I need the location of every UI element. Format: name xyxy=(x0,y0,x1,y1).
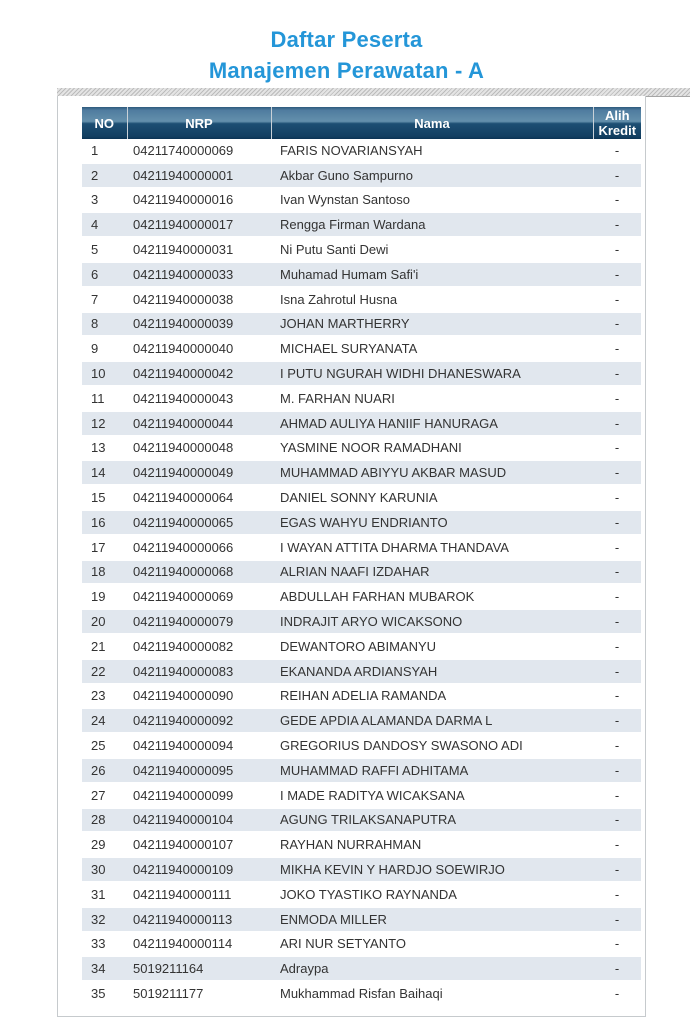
table-row xyxy=(82,956,641,981)
nrp-cell: 04211940000049 xyxy=(127,460,271,485)
name-cell: RAYHAN NURRAHMAN xyxy=(271,832,593,857)
table-row xyxy=(82,212,641,237)
row-number-cell: 7 xyxy=(82,287,127,312)
alih-kredit-cell: - xyxy=(593,287,641,312)
alih-kredit-cell: - xyxy=(593,783,641,808)
nrp-cell: 04211940000099 xyxy=(127,783,271,808)
table-row xyxy=(82,932,641,957)
table-row xyxy=(82,237,641,262)
name-cell: Isna Zahrotul Husna xyxy=(271,287,593,312)
name-cell: Akbar Guno Sampurno xyxy=(271,163,593,188)
nrp-cell: 04211940000082 xyxy=(127,634,271,659)
table-row xyxy=(82,163,641,188)
name-cell: Ivan Wynstan Santoso xyxy=(271,188,593,213)
table-row xyxy=(82,535,641,560)
table-row xyxy=(82,981,641,1006)
table-header-row xyxy=(82,107,641,139)
row-number-cell: 31 xyxy=(82,882,127,907)
name-cell: MICHAEL SURYANATA xyxy=(271,336,593,361)
page-title-line1: Daftar Peserta xyxy=(270,27,423,52)
table-row xyxy=(82,609,641,634)
participants-table xyxy=(82,107,641,1007)
nrp-cell: 04211940000095 xyxy=(127,758,271,783)
table-panel xyxy=(57,96,646,1017)
row-number-cell: 18 xyxy=(82,560,127,585)
table-row xyxy=(82,386,641,411)
name-cell: ARI NUR SETYANTO xyxy=(271,932,593,957)
nrp-cell: 04211940000042 xyxy=(127,361,271,386)
name-cell: AHMAD AULIYA HANIIF HANURAGA xyxy=(271,411,593,436)
name-cell: Adraypa xyxy=(271,956,593,981)
name-cell: M. FARHAN NUARI xyxy=(271,386,593,411)
name-cell: MUHAMMAD RAFFI ADHITAMA xyxy=(271,758,593,783)
row-number-cell: 5 xyxy=(82,237,127,262)
table-row xyxy=(82,659,641,684)
alih-kredit-cell: - xyxy=(593,882,641,907)
table-row xyxy=(82,733,641,758)
alih-kredit-cell: - xyxy=(593,857,641,882)
row-number-cell: 22 xyxy=(82,659,127,684)
row-number-cell: 29 xyxy=(82,832,127,857)
column-header-nama: Nama xyxy=(271,107,593,139)
alih-kredit-cell: - xyxy=(593,139,641,163)
alih-kredit-cell: - xyxy=(593,832,641,857)
page-title-line2: Manajemen Perawatan - A xyxy=(208,58,485,83)
row-number-cell: 33 xyxy=(82,932,127,957)
row-number-cell: 23 xyxy=(82,684,127,709)
nrp-cell: 04211940000064 xyxy=(127,485,271,510)
row-number-cell: 2 xyxy=(82,163,127,188)
alih-kredit-cell: - xyxy=(593,262,641,287)
table-row xyxy=(82,336,641,361)
row-number-cell: 13 xyxy=(82,436,127,461)
name-cell: GEDE APDIA ALAMANDA DARMA L xyxy=(271,708,593,733)
table-header xyxy=(82,107,641,139)
row-number-cell: 6 xyxy=(82,262,127,287)
nrp-cell: 04211940000048 xyxy=(127,436,271,461)
column-header-no: NO xyxy=(82,107,127,139)
alih-kredit-cell: - xyxy=(593,907,641,932)
row-number-cell: 15 xyxy=(82,485,127,510)
alih-kredit-cell: - xyxy=(593,312,641,337)
name-cell: MIKHA KEVIN Y HARDJO SOEWIRJO xyxy=(271,857,593,882)
name-cell: AGUNG TRILAKSANAPUTRA xyxy=(271,808,593,833)
table-row xyxy=(82,361,641,386)
table-row xyxy=(82,882,641,907)
nrp-cell: 04211940000092 xyxy=(127,708,271,733)
nrp-cell: 5019211164 xyxy=(127,956,271,981)
row-number-cell: 17 xyxy=(82,535,127,560)
table-row xyxy=(82,832,641,857)
nrp-cell: 04211940000031 xyxy=(127,237,271,262)
name-cell: MUHAMMAD ABIYYU AKBAR MASUD xyxy=(271,460,593,485)
nrp-cell: 5019211177 xyxy=(127,981,271,1006)
name-cell: DANIEL SONNY KARUNIA xyxy=(271,485,593,510)
table-row xyxy=(82,436,641,461)
row-number-cell: 21 xyxy=(82,634,127,659)
nrp-cell: 04211940000094 xyxy=(127,733,271,758)
name-cell: Ni Putu Santi Dewi xyxy=(271,237,593,262)
table-row xyxy=(82,808,641,833)
row-number-cell: 28 xyxy=(82,808,127,833)
table-row xyxy=(82,907,641,932)
name-cell: REIHAN ADELIA RAMANDA xyxy=(271,684,593,709)
nrp-cell: 04211940000044 xyxy=(127,411,271,436)
table-row xyxy=(82,411,641,436)
alih-kredit-cell: - xyxy=(593,163,641,188)
table-row xyxy=(82,485,641,510)
alih-kredit-cell: - xyxy=(593,609,641,634)
nrp-cell: 04211940000066 xyxy=(127,535,271,560)
table-row xyxy=(82,510,641,535)
nrp-cell: 04211940000033 xyxy=(127,262,271,287)
nrp-cell: 04211940000114 xyxy=(127,932,271,957)
name-cell: DEWANTORO ABIMANYU xyxy=(271,634,593,659)
name-cell: Mukhammad Risfan Baihaqi xyxy=(271,981,593,1006)
name-cell: ENMODA MILLER xyxy=(271,907,593,932)
alih-kredit-cell: - xyxy=(593,436,641,461)
table-row xyxy=(82,139,641,163)
alih-kredit-cell: - xyxy=(593,733,641,758)
row-number-cell: 8 xyxy=(82,312,127,337)
column-header-alih-kredit: Alih Kredit xyxy=(593,107,641,139)
row-number-cell: 35 xyxy=(82,981,127,1006)
row-number-cell: 24 xyxy=(82,708,127,733)
name-cell: I WAYAN ATTITA DHARMA THANDAVA xyxy=(271,535,593,560)
alih-kredit-cell: - xyxy=(593,336,641,361)
nrp-cell: 04211940000039 xyxy=(127,312,271,337)
name-cell: YASMINE NOOR RAMADHANI xyxy=(271,436,593,461)
nrp-cell: 04211740000069 xyxy=(127,139,271,163)
alih-kredit-cell: - xyxy=(593,411,641,436)
alih-kredit-cell: - xyxy=(593,758,641,783)
name-cell: EKANANDA ARDIANSYAH xyxy=(271,659,593,684)
name-cell: JOHAN MARTHERRY xyxy=(271,312,593,337)
row-number-cell: 1 xyxy=(82,139,127,163)
table-row xyxy=(82,708,641,733)
alih-kredit-cell: - xyxy=(593,659,641,684)
row-number-cell: 34 xyxy=(82,956,127,981)
alih-kredit-cell: - xyxy=(593,808,641,833)
name-cell: JOKO TYASTIKO RAYNANDA xyxy=(271,882,593,907)
nrp-cell: 04211940000079 xyxy=(127,609,271,634)
alih-kredit-cell: - xyxy=(593,981,641,1006)
row-number-cell: 30 xyxy=(82,857,127,882)
row-number-cell: 12 xyxy=(82,411,127,436)
table-row xyxy=(82,857,641,882)
name-cell: FARIS NOVARIANSYAH xyxy=(271,139,593,163)
alih-kredit-cell: - xyxy=(593,535,641,560)
name-cell: EGAS WAHYU ENDRIANTO xyxy=(271,510,593,535)
alih-kredit-cell: - xyxy=(593,634,641,659)
row-number-cell: 25 xyxy=(82,733,127,758)
name-cell: Muhamad Humam Safi'i xyxy=(271,262,593,287)
row-number-cell: 14 xyxy=(82,460,127,485)
name-cell: GREGORIUS DANDOSY SWASONO ADI xyxy=(271,733,593,758)
alih-kredit-cell: - xyxy=(593,212,641,237)
row-number-cell: 16 xyxy=(82,510,127,535)
table-row xyxy=(82,560,641,585)
nrp-cell: 04211940000043 xyxy=(127,386,271,411)
table-row xyxy=(82,758,641,783)
name-cell: INDRAJIT ARYO WICAKSONO xyxy=(271,609,593,634)
alih-kredit-cell: - xyxy=(593,956,641,981)
table-body xyxy=(82,139,641,1006)
nrp-cell: 04211940000109 xyxy=(127,857,271,882)
name-cell: Rengga Firman Wardana xyxy=(271,212,593,237)
nrp-cell: 04211940000111 xyxy=(127,882,271,907)
nrp-cell: 04211940000069 xyxy=(127,584,271,609)
nrp-cell: 04211940000068 xyxy=(127,560,271,585)
alih-kredit-cell: - xyxy=(593,932,641,957)
name-cell: ABDULLAH FARHAN MUBAROK xyxy=(271,584,593,609)
alih-kredit-cell: - xyxy=(593,361,641,386)
row-number-cell: 20 xyxy=(82,609,127,634)
row-number-cell: 26 xyxy=(82,758,127,783)
row-number-cell: 27 xyxy=(82,783,127,808)
alih-kredit-cell: - xyxy=(593,560,641,585)
name-cell: I MADE RADITYA WICAKSANA xyxy=(271,783,593,808)
nrp-cell: 04211940000016 xyxy=(127,188,271,213)
table-row xyxy=(82,287,641,312)
nrp-cell: 04211940000001 xyxy=(127,163,271,188)
table-row xyxy=(82,460,641,485)
nrp-cell: 04211940000104 xyxy=(127,808,271,833)
table-row xyxy=(82,783,641,808)
alih-kredit-cell: - xyxy=(593,237,641,262)
row-number-cell: 9 xyxy=(82,336,127,361)
alih-kredit-cell: - xyxy=(593,584,641,609)
table-row xyxy=(82,188,641,213)
column-header-nrp: NRP xyxy=(127,107,271,139)
row-number-cell: 4 xyxy=(82,212,127,237)
alih-kredit-cell: - xyxy=(593,684,641,709)
nrp-cell: 04211940000017 xyxy=(127,212,271,237)
table-row xyxy=(82,312,641,337)
nrp-cell: 04211940000040 xyxy=(127,336,271,361)
row-number-cell: 32 xyxy=(82,907,127,932)
page-title xyxy=(0,24,693,86)
row-number-cell: 10 xyxy=(82,361,127,386)
nrp-cell: 04211940000038 xyxy=(127,287,271,312)
alih-kredit-cell: - xyxy=(593,510,641,535)
row-number-cell: 19 xyxy=(82,584,127,609)
alih-kredit-cell: - xyxy=(593,460,641,485)
table-row xyxy=(82,684,641,709)
name-cell: ALRIAN NAAFI IZDAHAR xyxy=(271,560,593,585)
table-row xyxy=(82,634,641,659)
alih-kredit-cell: - xyxy=(593,708,641,733)
nrp-cell: 04211940000113 xyxy=(127,907,271,932)
nrp-cell: 04211940000083 xyxy=(127,659,271,684)
alih-kredit-cell: - xyxy=(593,485,641,510)
row-number-cell: 3 xyxy=(82,188,127,213)
nrp-cell: 04211940000065 xyxy=(127,510,271,535)
name-cell: I PUTU NGURAH WIDHI DHANESWARA xyxy=(271,361,593,386)
nrp-cell: 04211940000090 xyxy=(127,684,271,709)
alih-kredit-cell: - xyxy=(593,386,641,411)
row-number-cell: 11 xyxy=(82,386,127,411)
alih-kredit-cell: - xyxy=(593,188,641,213)
table-row xyxy=(82,262,641,287)
nrp-cell: 04211940000107 xyxy=(127,832,271,857)
table-row xyxy=(82,584,641,609)
